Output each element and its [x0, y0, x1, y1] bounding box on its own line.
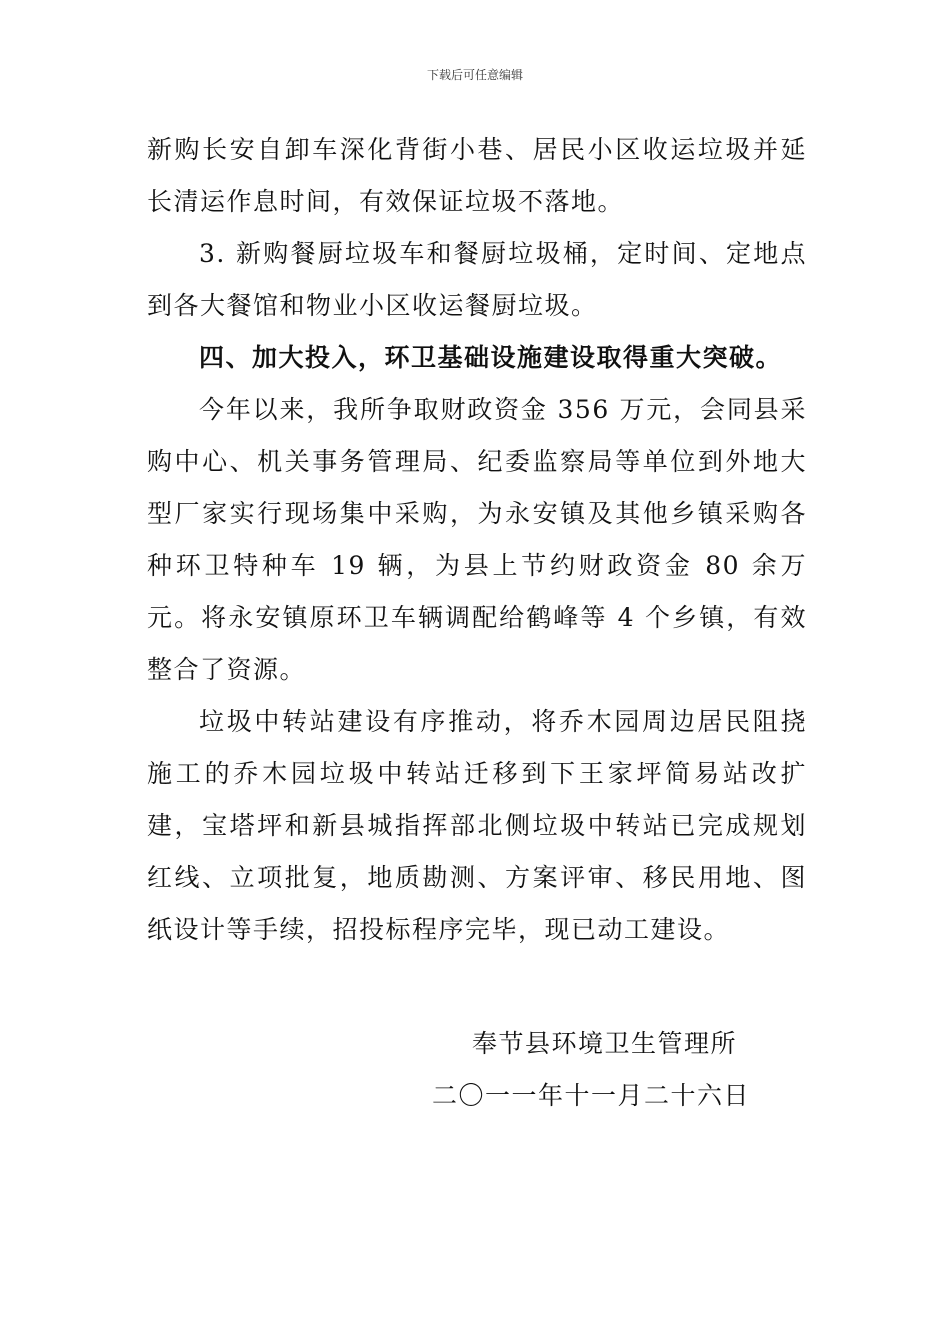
header-note: 下载后可任意编辑	[426, 68, 523, 82]
signature-date: 二〇一一年十一月二十六日	[432, 1081, 751, 1110]
section-heading-4: 四、加大投入，环卫基础设施建设取得重大突破。	[199, 343, 783, 372]
signature-organization: 奉节县环境卫生管理所	[472, 1029, 738, 1058]
paragraph-funding: 今年以来，我所争取财政资金 356 万元，会同县采购中心、机关事务管理局、纪委监察局等单位到外地大型厂家实行现场集中采购，为永安镇及其他乡镇采购各种环卫特种车 19 辆，为县上节约财政资金 80 余万元。将永安镇原环卫车辆调配给鹤峰等 4 个乡镇，有效整合了资源。	[147, 395, 807, 684]
paragraph-continuation: 新购长安自卸车深化背街小巷、居民小区收运垃圾并延长清运作息时间，有效保证垃圾不落地。	[147, 135, 807, 216]
document-body	[147, 124, 807, 956]
paragraph-item-3: 3. 新购餐厨垃圾车和餐厨垃圾桶，定时间、定地点到各大餐馆和物业小区收运餐厨垃圾。	[147, 239, 807, 320]
paragraph-transfer-station: 垃圾中转站建设有序推动，将乔木园周边居民阻挠施工的乔木园垃圾中转站迁移到下王家坪简易站改扩建，宝塔坪和新县城指挥部北侧垃圾中转站已完成规划红线、立项批复，地质勘测、方案评审、移民用地、图纸设计等手续，招投标程序完毕，现已动工建设。	[147, 707, 807, 944]
